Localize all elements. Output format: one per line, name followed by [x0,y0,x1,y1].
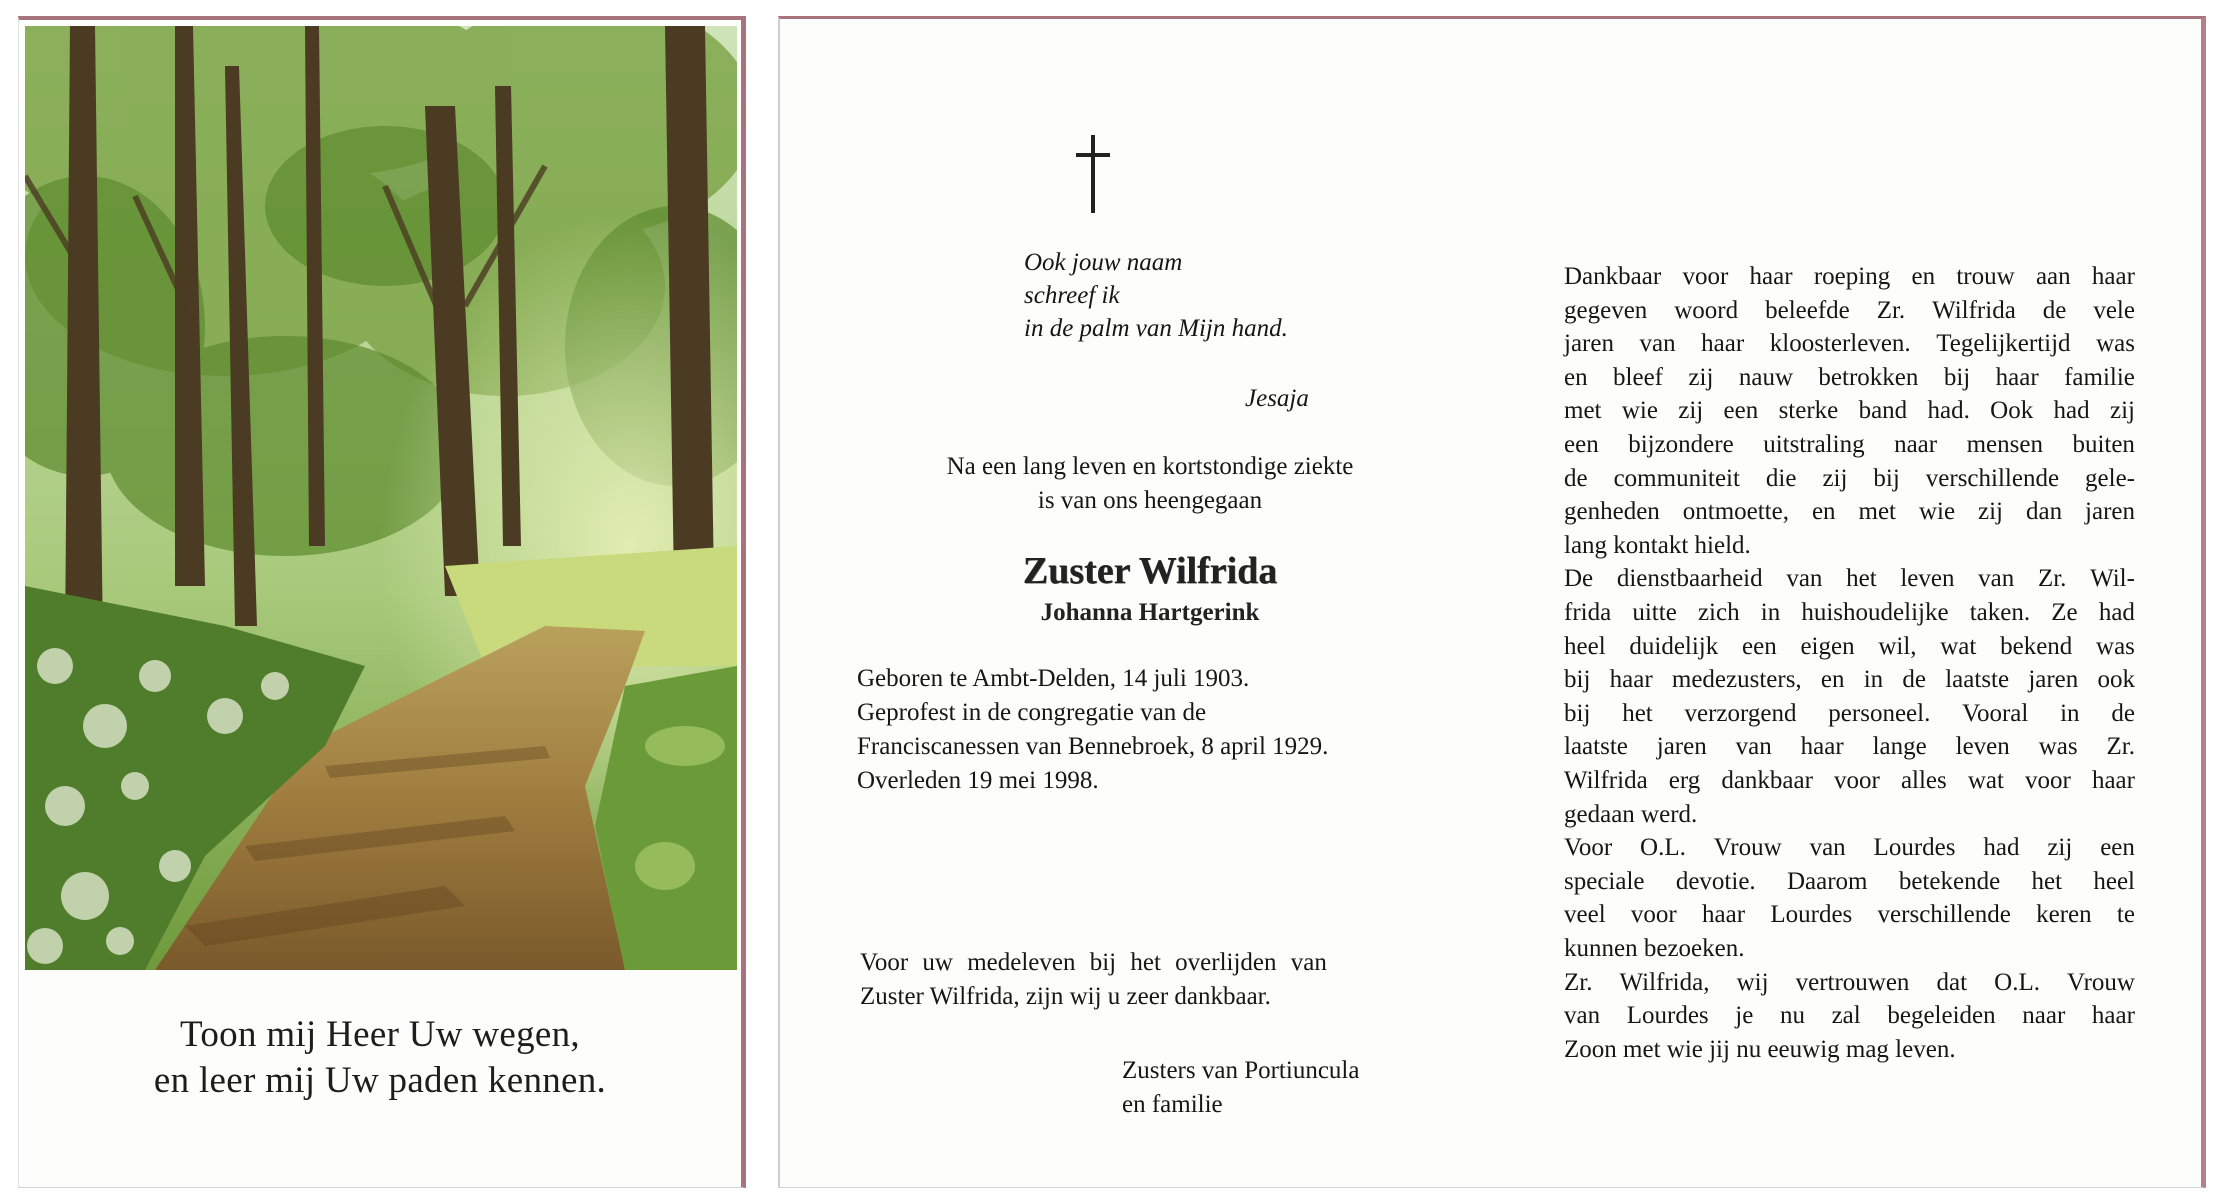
biography-word: O.L. [1994,968,2040,996]
deceased-name: Zuster Wilfrida [1022,550,1278,592]
biography-word: van [1978,565,2015,593]
date-line-3: Franciscanessen van Bennebroek, 8 april 1929. [857,733,1329,760]
biography-word: haar [1702,901,1746,929]
biography-line [1564,263,2135,291]
biography-word: haar [1995,363,2039,391]
biography-word: haar [1800,733,1844,761]
biography-line: Zoon met wie jij nu eeuwig mag leven. [1564,1035,1956,1063]
biography-word: trouw [1956,263,2015,290]
biography-word: Wilfrida, [1619,968,1710,996]
biography-word: communiteit [1613,464,1740,492]
biography-word: jaren [1656,733,1707,761]
quote-line-1: Ook jouw naam [1024,249,1183,276]
biography-word: woord [1674,296,1739,324]
forest-path-photo [25,26,737,970]
biography-word: Wil- [2090,565,2135,593]
biography-line [1564,465,2135,493]
biography-word: bijzondere [1628,431,1734,458]
biography-word: wat [1940,632,1977,660]
biography-word: aan [2035,263,2071,290]
memorial-text-card [778,16,2206,1188]
biography-word: genheden [1564,498,1660,526]
biography-word: bij [1873,464,1900,492]
biography-word: haar [1749,263,1793,290]
biography-word: een [1723,397,1759,425]
biography-word: van [1639,330,1676,358]
biography-word: Zr. [1564,968,1593,996]
biography-word: sterke [1778,397,1839,425]
biography-line [1564,901,2135,929]
biography-word: frida [1564,599,1612,626]
biography-word: en [1820,666,1845,694]
biography-word: van [1735,733,1772,761]
biography-word: een [2100,834,2135,862]
biography-word: had. [1927,397,1970,425]
intro-line-1: Na een lang leven en kortstondige ziekte [946,453,1354,480]
biography-word: bij [1943,363,1971,391]
biography-word: uitstraling [1763,431,1865,458]
biography-line [1564,700,2135,728]
biography-word: bleef [1613,363,1663,391]
biography-word: laatste [1564,733,1628,761]
biography-word: ontmoette, [1682,498,1789,526]
biography-word: dan [2025,498,2063,526]
biography-word: devotie. [1675,867,1756,895]
verse-line-2: en leer mij Uw paden kennen. [153,1060,607,1101]
biography-word: nauw [1738,363,1793,391]
biography-word: veel [1564,901,1606,929]
signature-line-1: Zusters van Portiuncula [1122,1057,1360,1084]
biography-line [1564,330,2135,358]
biography-word: medezusters, [1671,666,1802,694]
biography-word: heel [1564,632,1606,660]
biography-word: begeleiden [1887,1002,1996,1030]
biography-word: Zr. [2106,733,2135,761]
biography-word: was [2096,632,2135,660]
biography-word: de [2111,699,2135,727]
biography-word: zij [1822,464,1848,492]
biography-word: voor [1630,901,1677,929]
date-line-2: Geprofest in de congregatie van de [857,699,1207,726]
biography-word: dat [1936,968,1968,996]
quote-line-3: in de palm van Mijn hand. [1024,315,1288,342]
biography-word: speciale [1564,867,1645,895]
biography-word: vele [2093,296,2135,324]
biography-word: had [2098,599,2135,626]
biography-word: jaren [2028,666,2079,694]
biography-word: haar [1701,330,1745,358]
biography-word: de [2042,296,2067,324]
biography-word: verzorgend [1684,699,1797,727]
date-line-4: Overleden 19 mei 1998. [857,767,1099,794]
biography-word: Daarom [1786,867,1868,895]
biography-word: Wilfrida [1932,296,2016,324]
biography-word: in [1863,666,1884,694]
biography-line [1564,565,2135,593]
biography-line: kunnen bezoeken. [1564,935,1745,962]
biography-word: zal [1831,1002,1861,1030]
biography-word: en [1811,498,1836,526]
biography-word: wil, [1878,632,1917,660]
biography-word: buiten [2072,431,2135,458]
biography-word: van [1809,834,1846,862]
biography-word: naar [2022,1002,2066,1030]
biography-word: haar [2091,1002,2135,1030]
biography-line [1564,767,2135,795]
biography-word: Vrouw [2067,968,2135,996]
date-line-1: Geboren te Ambt-Delden, 14 juli 1903. [857,665,1250,692]
biography-line [1564,297,2135,325]
biography-word: bij [1564,666,1591,694]
biography-word: Voor [1564,834,1613,862]
biography-word: kloosterleven. [1769,330,1911,358]
biography-word: de [1564,464,1588,492]
biography-word: O.L. [1640,834,1686,862]
biography-line [1564,633,2135,661]
biography-word: het [2031,867,2063,895]
biography-word: Zr. [2037,565,2067,593]
biography-word: zij [2047,834,2073,862]
photo-card [18,16,746,1188]
biography-word: in [1760,599,1781,626]
biography-word: vertrouwen [1795,968,1910,996]
biography-line [1564,397,2135,425]
biography-word: keren [2036,901,2092,929]
biography-word: verschillende [1925,464,2060,492]
biography-word: laatste [1945,666,2010,694]
biography-word: Ook [1990,397,2034,425]
biography-word: roeping [1813,263,1891,290]
biography-word: zij [2109,397,2135,425]
biography-word: gegeven [1564,296,1648,324]
cross-icon [1076,135,1110,213]
biography-word: jaren [1564,330,1614,358]
biography-word: had [1983,834,2020,862]
biography-word: ook [2097,666,2135,694]
biography-word: je [1735,1002,1754,1030]
biography-word: personeel. [1828,699,1931,727]
biography-word: was [2038,733,2078,761]
biography-line [1564,1002,2135,1030]
biography-word: zij [1978,498,2004,526]
biography-word: Lourdes [1626,1002,1709,1030]
biography-word: wie [1621,397,1658,425]
biography-line [1564,599,2135,627]
biography-word: naar [1894,431,1938,458]
biography-word: band [1858,397,1908,425]
biography-word: een [1742,632,1777,660]
biography-line: lang kontakt hield. [1564,531,1751,559]
biography-line [1564,666,2135,694]
signature-line-2: en familie [1122,1091,1223,1118]
biography-line [1564,834,2135,862]
biography-word: zij [1688,363,1714,391]
biography-word: jaren [2085,498,2135,526]
biography-word: verschillende [1877,901,2011,929]
biography-word: te [2116,901,2135,929]
biography-word: haar [2091,263,2135,290]
biography-word: Vrouw [1713,834,1782,862]
biography-word: Tegelijkertijd [1936,330,2071,358]
biography-line [1564,733,2135,761]
biography-word: Lourdes [1770,901,1853,929]
biography-word: het [1846,565,1877,593]
biography-word: zich [1697,599,1740,626]
biography-word: Zr. [1876,296,1906,324]
biography-word: voor [1682,263,1729,290]
biography-word: was [2096,330,2135,358]
biography-word: erg [1668,767,1701,794]
biography-word: zij [1678,397,1704,425]
biography-word: Ze [2051,599,2078,626]
biography-word: lange [1872,733,1927,761]
biography-word: duidelijk [1629,632,1719,660]
biography-word: en [1911,263,1936,290]
biography-line [1564,498,2135,526]
biography-word: betekende [1898,867,2001,895]
biography-line [1564,364,2135,392]
biography-word: dienstbaarheid [1616,565,1763,593]
biography-word: uitte [1632,599,1677,626]
thanks-line-1 [860,949,1427,977]
biography-word: wij [1736,968,1769,996]
intro-line-2: is van ons heengegaan [1037,487,1263,514]
biography-word: bij [1564,699,1591,727]
quote-source: Jesaja [1245,385,1309,412]
biography-word: Wilfrida [1564,767,1648,794]
thanks-line-1-text: Voor uw medeleven bij het overlijden van [860,949,1327,976]
biography-word: dankbaar [1721,767,1813,794]
biography-word: De [1564,565,1594,593]
biography-word: leven [1900,565,1955,593]
biography-word: van [1564,1002,1601,1030]
biography-word: Lourdes [1873,834,1956,862]
biography-word: in [2060,699,2080,727]
biography-word: met [1858,498,1896,526]
biography-word: die [1765,464,1797,492]
biography-line [1564,868,2135,896]
biography-line: gedaan werd. [1564,800,1698,828]
quote-line-2: schreef ik [1024,282,1120,309]
biography-word: huishoudelijke [1801,599,1949,626]
biography-word: voor [2025,767,2071,794]
biography-word: mensen [1966,431,2043,458]
biography-word: met [1564,397,1602,425]
biography-word: en [1564,363,1588,391]
biography-word: van [1786,565,1823,593]
biography-word: haar [1609,666,1653,694]
biography-word: nu [1779,1002,1805,1030]
biography-word: wat [1967,767,2004,794]
verse-line-1: Toon mij Heer Uw wegen, [180,1014,580,1055]
biography-word: gele- [2085,464,2135,492]
biography-word: het [1622,699,1653,727]
biography-word: eigen [1800,632,1855,660]
biography-word: betrokken [1818,363,1919,391]
biography-word: bekend [2000,632,2073,660]
biography-word: taken. [1969,599,2031,626]
biography-word: leven [1955,733,2010,761]
civil-name: Johanna Hartgerink [1040,599,1260,626]
biography-word: had [2053,397,2090,425]
biography-line [1564,969,2135,997]
biography-word: voor [1834,767,1880,794]
biography-line [1564,431,2135,459]
biography-word: beleefde [1765,296,1850,324]
biography-word: familie [2064,363,2135,391]
biography-word: haar [2091,767,2135,794]
biography-word: alles [1900,767,1947,794]
biography-word: Vooral [1962,699,2029,727]
biography-word: de [1902,666,1927,694]
biography-word: wie [1918,498,1956,526]
biography-word: heel [2093,867,2135,895]
biography-word: een [1564,431,1599,458]
thanks-line-2: Zuster Wilfrida, zijn wij u zeer dankbaar. [860,983,1271,1010]
biography-word: Dankbaar [1564,263,1662,290]
